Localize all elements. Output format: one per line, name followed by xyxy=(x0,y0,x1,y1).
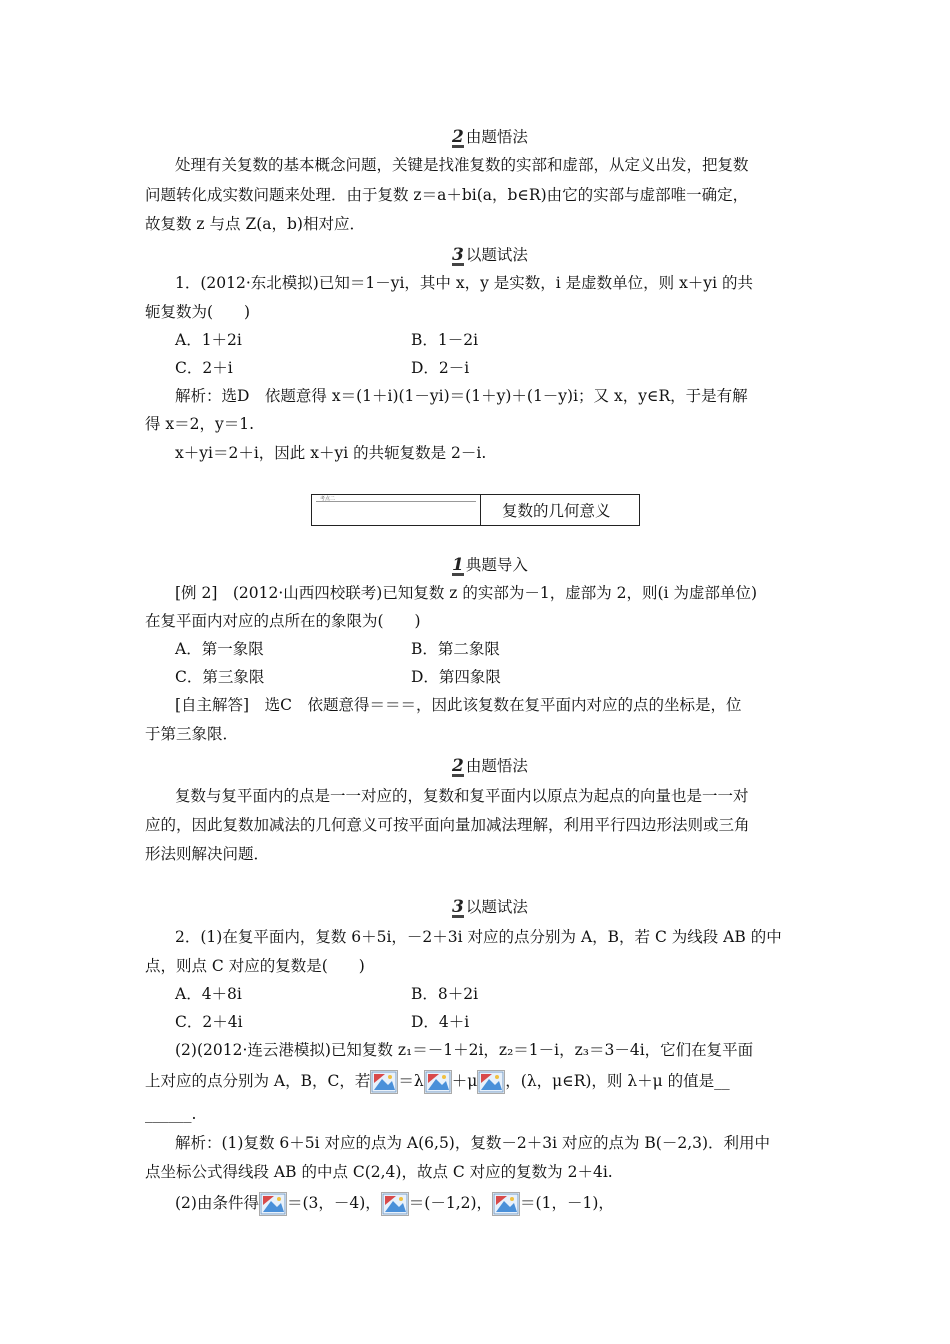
heading-example xyxy=(452,554,528,576)
option-c: C．第三象限 xyxy=(175,668,265,686)
answer-line: [自主解答] 选C 依题意得＝＝＝，因此该复数在复平面内对应的点的坐标是，位 xyxy=(175,696,742,714)
section-number: 1 xyxy=(452,555,464,575)
text-span: 上对应的点分别为 A，B，C，若 xyxy=(145,1072,371,1090)
answer-line: 于第三象限． xyxy=(145,725,239,743)
heading-text: 由题悟法 xyxy=(465,757,528,775)
question-line: 1．(2012·东北模拟)已知＝1－yi，其中 x，y 是实数，i 是虚数单位，则 x＋yi 的共 xyxy=(175,274,753,292)
vector-image-icon xyxy=(477,1070,505,1094)
topic-box-label-cell xyxy=(312,495,481,525)
option-b: B．8＋2i xyxy=(411,985,479,1003)
option-a: A．第一象限 xyxy=(175,640,264,658)
question-line: 点，则点 C 对应的复数是( ) xyxy=(145,957,365,975)
solution-line xyxy=(175,1192,614,1216)
divider xyxy=(316,501,476,502)
option-d: D．4＋i xyxy=(411,1013,470,1031)
paragraph-line: 应的，因此复数加减法的几何意义可按平面向量加减法理解，利用平行四边形法则或三角 xyxy=(145,816,750,834)
section-number: 3 xyxy=(452,897,464,917)
solution-line: 解析：选D 依题意得 x＝(1＋i)(1－yi)＝(1＋y)＋(1－y)i；又 x，y∈R，于是有解 xyxy=(175,387,748,405)
text-span: ＝(－1,2)， xyxy=(408,1194,493,1212)
text-span: (2)由条件得 xyxy=(175,1194,259,1212)
heading-practice xyxy=(452,896,528,918)
example-line: [例 2] (2012·山西四校联考)已知复数 z 的实部为－1，虚部为 2，则(i 为虚部单位) xyxy=(175,584,758,602)
text-span: ＝(3，－4)， xyxy=(286,1194,381,1212)
question-line: (2)(2012·连云港模拟)已知复数 z₁＝－1＋2i，z₂＝1－i，z₃＝3－4i，它们在复平面 xyxy=(175,1041,754,1059)
solution-line: 解析：(1)复数 6＋5i 对应的点为 A(6,5)，复数－2＋3i 对应的点为 B(－2,3)．利用中 xyxy=(175,1134,771,1152)
vector-image-icon xyxy=(370,1070,398,1094)
text-span: ＝λ xyxy=(398,1072,424,1090)
example-line: 在复平面内对应的点所在的象限为( ) xyxy=(145,612,421,630)
question-line: ______. xyxy=(145,1105,197,1123)
option-d: D．2－i xyxy=(411,359,470,377)
topic-box xyxy=(311,494,640,526)
heading-text: 典题导入 xyxy=(465,556,528,574)
topic-box-tiny-label: 考点二 xyxy=(320,496,336,502)
text-span: ＋μ xyxy=(451,1072,478,1090)
text-span: ＝(1，－1)， xyxy=(520,1194,614,1212)
text-span: ，(λ，μ∈R)，则 λ＋μ 的值是__ xyxy=(505,1072,730,1090)
vector-image-icon xyxy=(424,1070,452,1094)
heading-text: 以题试法 xyxy=(465,246,528,264)
paragraph-line: 问题转化成实数问题来处理．由于复数 z＝a＋bi(a，b∈R)由它的实部与虚部唯一确定， xyxy=(145,186,749,204)
section-number: 2 xyxy=(452,127,464,147)
vector-image-icon xyxy=(381,1192,409,1216)
solution-line: 点坐标公式得线段 AB 的中点 C(2,4)，故点 C 对应的复数为 2＋4i. xyxy=(145,1163,613,1181)
topic-box-title: 复数的几何意义 xyxy=(502,502,611,520)
option-b: B．第二象限 xyxy=(411,640,500,658)
paragraph-line: 形法则解决问题． xyxy=(145,845,270,863)
heading-method xyxy=(452,755,528,777)
question-line: 2．(1)在复平面内，复数 6＋5i，－2＋3i 对应的点分别为 A，B，若 C 为线段 AB 的中 xyxy=(175,928,782,946)
solution-line: x＋yi＝2＋i，因此 x＋yi 的共轭复数是 2－i. xyxy=(175,444,487,462)
option-a: A．4＋8i xyxy=(175,985,242,1003)
paragraph-line: 处理有关复数的基本概念问题，关键是找准复数的实部和虚部，从定义出发，把复数 xyxy=(175,156,749,174)
option-d: D．第四象限 xyxy=(411,668,501,686)
vector-image-icon xyxy=(259,1192,287,1216)
heading-practice xyxy=(452,244,528,266)
heading-text: 以题试法 xyxy=(465,898,528,916)
solution-line: 得 x＝2，y＝1. xyxy=(145,415,255,433)
paragraph-line: 复数与复平面内的点是一一对应的，复数和复平面内以原点为起点的向量也是一一对 xyxy=(175,787,749,805)
paragraph-line: 故复数 z 与点 Z(a，b)相对应． xyxy=(145,215,365,233)
heading-text: 由题悟法 xyxy=(465,128,528,146)
section-number: 3 xyxy=(452,245,464,265)
question-line: 轭复数为( ) xyxy=(145,303,251,321)
question-line xyxy=(145,1070,730,1094)
section-number: 2 xyxy=(452,756,464,776)
vector-image-icon xyxy=(492,1192,520,1216)
option-c: C．2＋i xyxy=(175,359,233,377)
option-a: A．1＋2i xyxy=(175,331,242,349)
option-b: B．1－2i xyxy=(411,331,479,349)
option-c: C．2＋4i xyxy=(175,1013,243,1031)
heading-method xyxy=(452,126,528,148)
